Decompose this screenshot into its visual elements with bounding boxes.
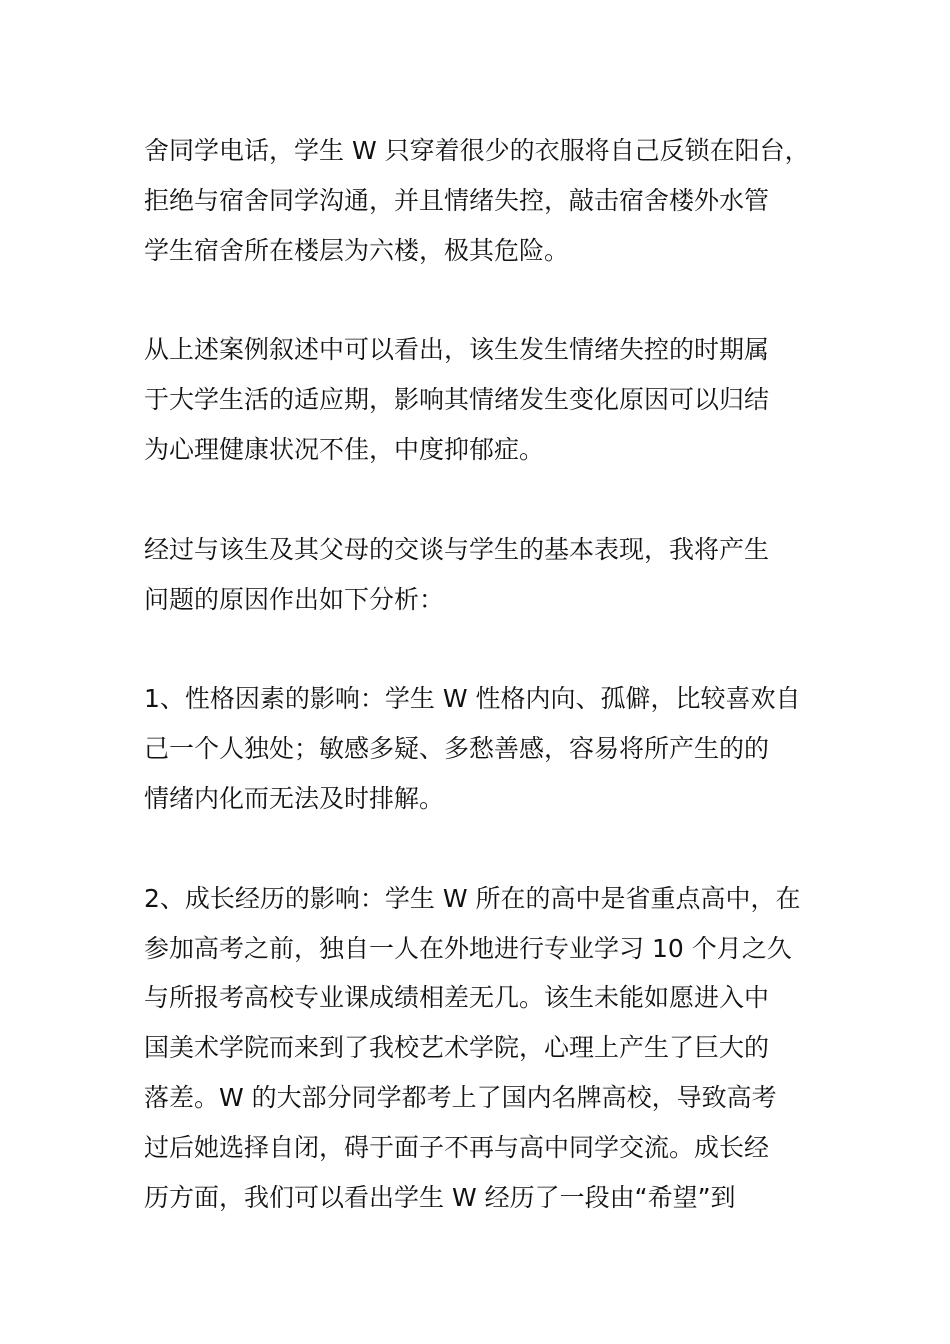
- paragraph-personality-factor: 1、性格因素的影响：学生 W 性格内向、孤僻，比较喜欢自 己一个人独处；敏感多疑、多愁善感，容易将所产生的的 情绪内化而无法及时排解。: [144, 684, 801, 813]
- paragraph-incident-description: 舍同学电话，学生 W 只穿着很少的衣服将自己反锁在阳台， 拒绝与宿舍同学沟通，并且情绪失控，敲击宿舍楼外水管 学生宿舍所在楼层为六楼，极其危险。: [144, 136, 810, 265]
- document-body: [144, 126, 816, 1272]
- paragraph-growth-experience: 2、成长经历的影响：学生 W 所在的高中是省重点高中，在 参加高考之前，独自一人在外地进行专业学习 10 个月之久 与所报考高校专业课成绩相差无几。该生未能如愿进入中 国美术学院而来到了我校艺术学院，心理上产生了巨大的 落差。W 的大部分同学都考上了国内名牌高校，导致高考 过后她选择自闭，碍于面子不再与高中同学交流。成长经 历方面，我们可以看出学生 W 经历了一段由“希望”到: [144, 883, 801, 1212]
- paragraph-case-analysis: 从上述案例叙述中可以看出，该生发生情绪失控的时期属 于大学生活的适应期，影响其情绪发生变化原因可以归结 为心理健康状况不佳，中度抑郁症。: [144, 335, 770, 464]
- paragraph-analysis-intro: 经过与该生及其父母的交谈与学生的基本表现，我将产生 问题的原因作出如下分析：: [144, 534, 770, 614]
